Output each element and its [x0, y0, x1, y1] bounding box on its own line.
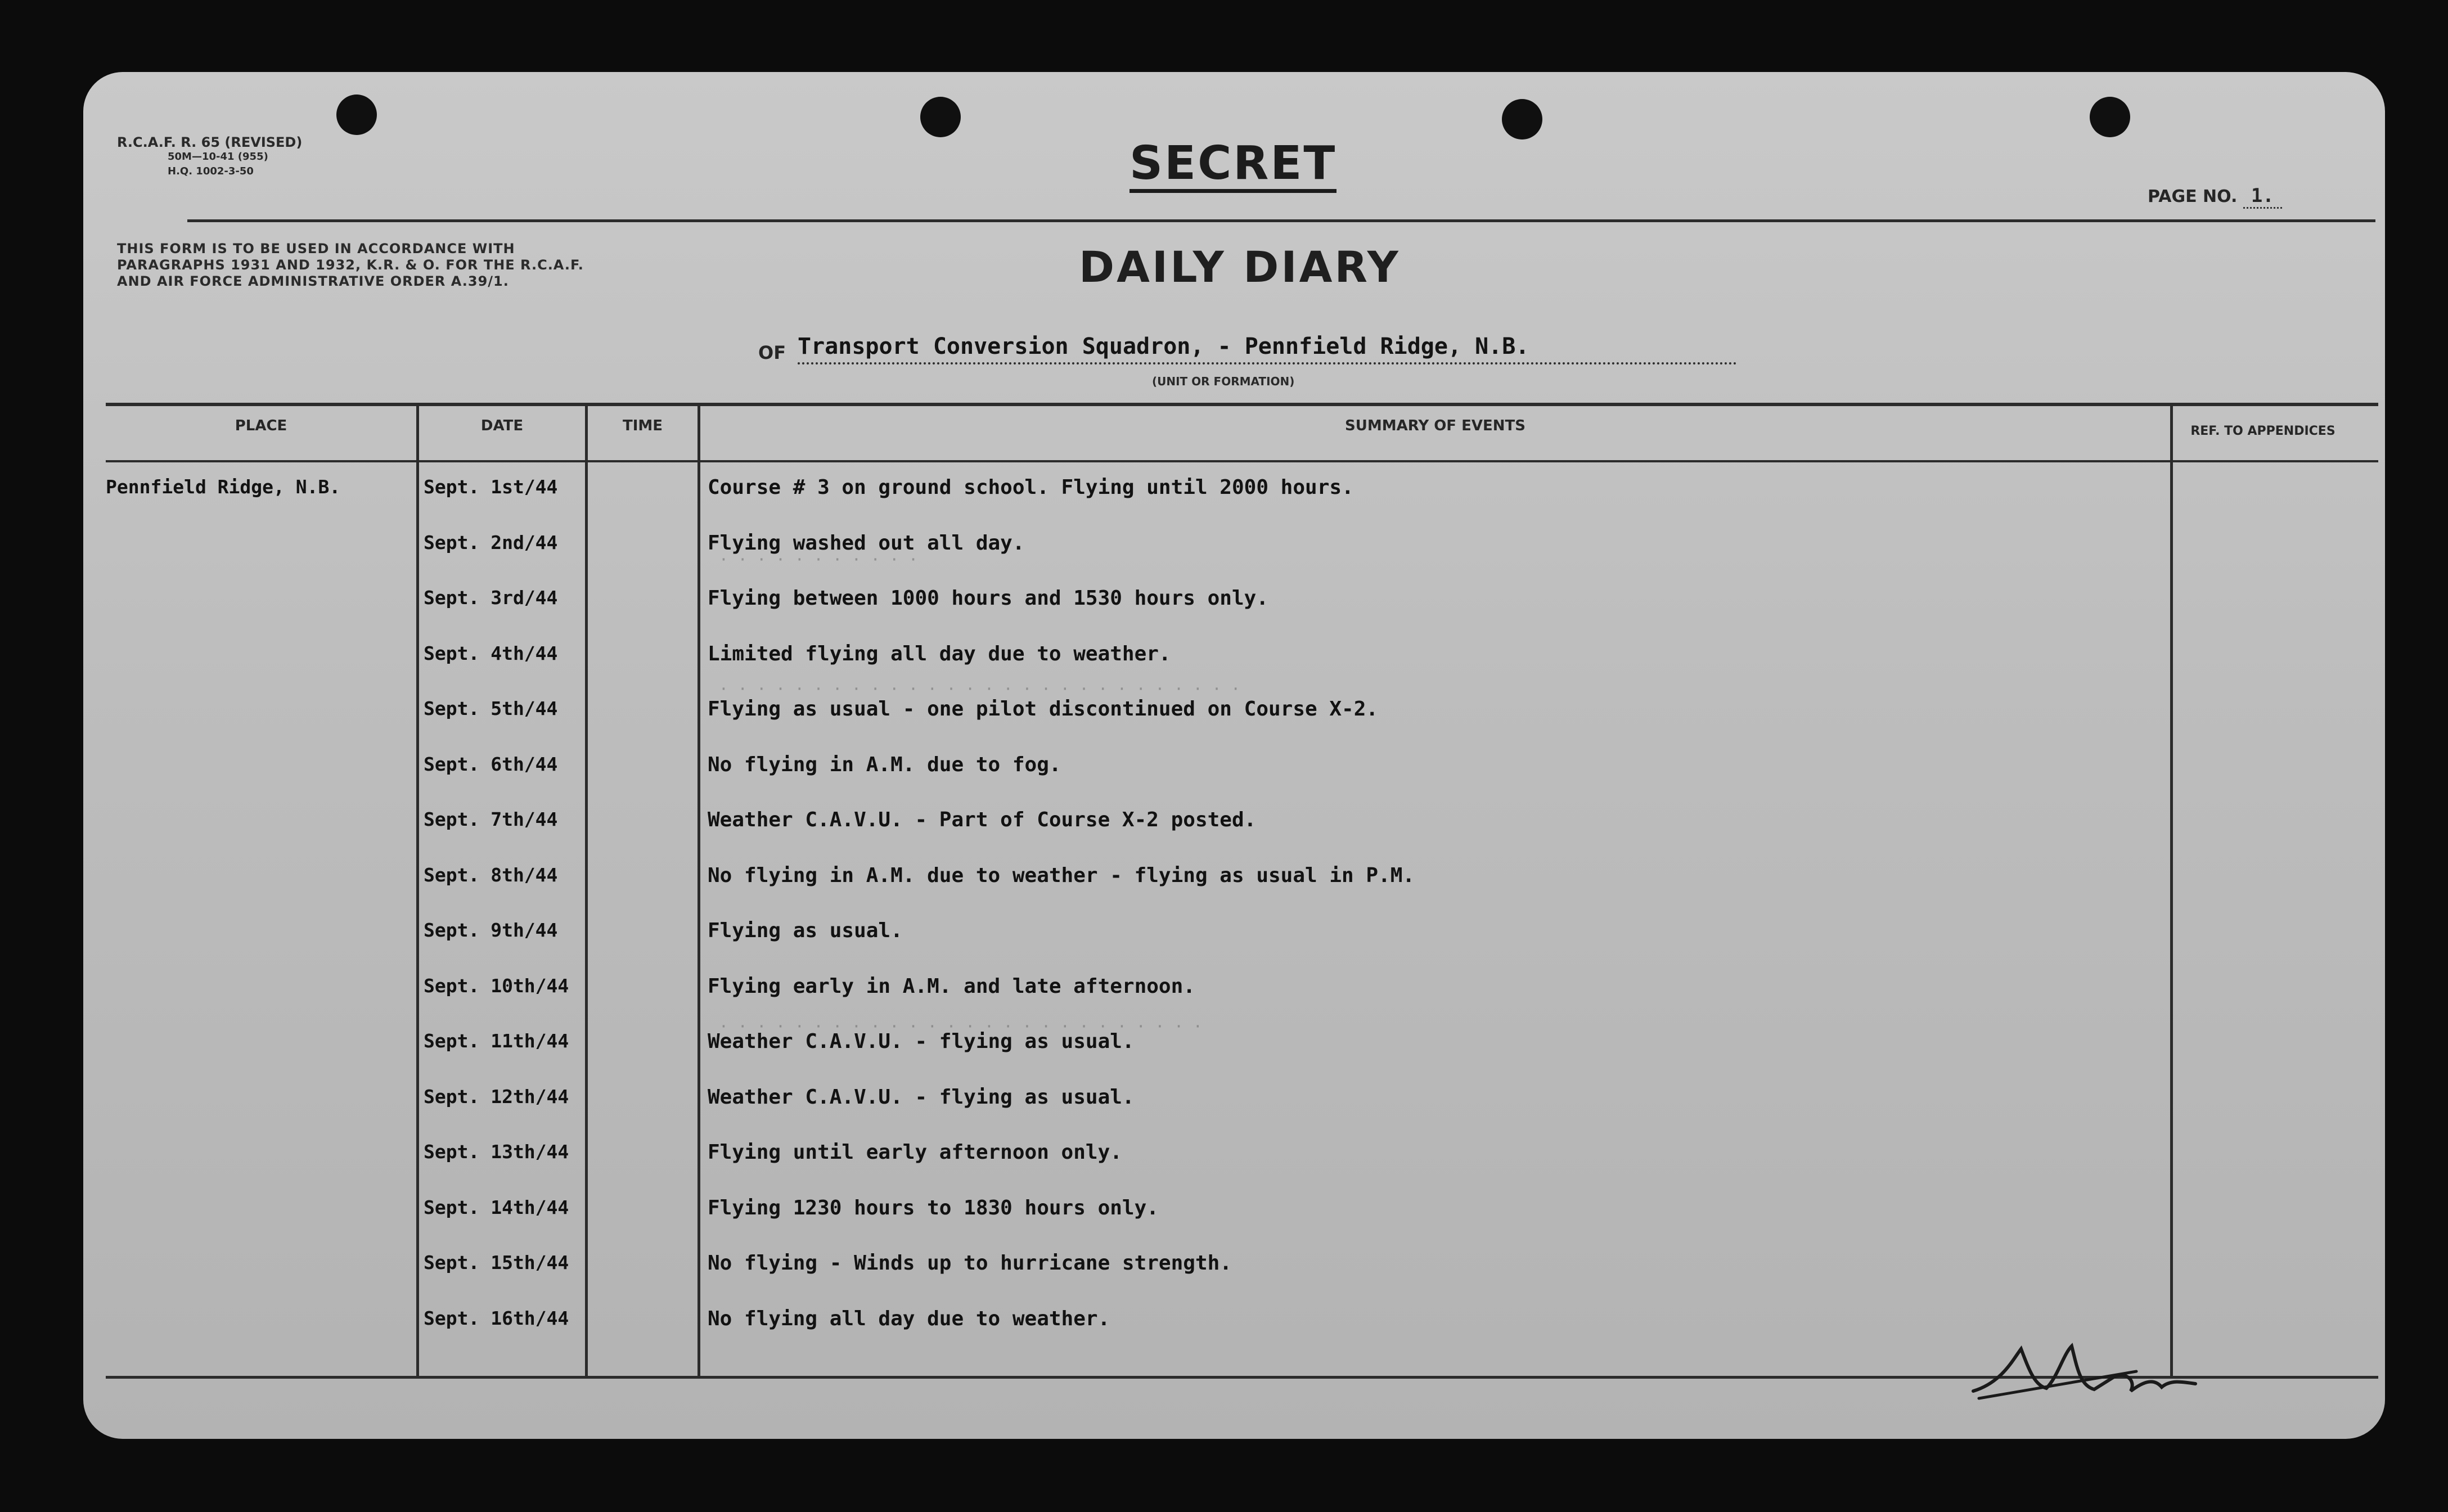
entry-summary: Flying as usual. [708, 919, 903, 942]
entry-summary: Flying until early afternoon only. [708, 1141, 1122, 1164]
form-number: R.C.A.F. R. 65 (REVISED) [117, 134, 303, 150]
entry-summary: Flying washed out all day. [708, 531, 1025, 555]
header-rule [187, 219, 2375, 222]
entry-date: Sept. 9th/44 [424, 919, 558, 941]
entry-place: Pennfield Ridge, N.B. [106, 476, 341, 498]
entry-date: Sept. 12th/44 [424, 1085, 569, 1108]
header-place: PLACE [235, 417, 287, 434]
column-divider-place [416, 404, 419, 1377]
column-divider-time [698, 404, 700, 1377]
table-top-rule [106, 403, 2378, 406]
entry-date: Sept. 8th/44 [424, 863, 558, 886]
entry-summary: Flying 1230 hours to 1830 hours only. [708, 1196, 1159, 1220]
entry-summary: Flying between 1000 hours and 1530 hours only. [708, 587, 1268, 610]
form-instructions: THIS FORM IS TO BE USED IN ACCORDANCE WITH PARAGRAPHS 1931 AND 1932, K.R. & O. FOR THE R.C.A.F. AND AIR FORCE ADMINISTRATIVE ORDER A.39/1. [117, 241, 584, 289]
header-ref-appendices: REF. TO APPENDICES [2190, 424, 2336, 438]
punch-hole-1 [336, 94, 377, 135]
classification-heading: SECRET [1130, 138, 1336, 193]
page-number-label: PAGE NO. [2148, 187, 2238, 206]
entry-summary: No flying in A.M. due to weather - flying as usual in P.M. [708, 863, 1415, 887]
entry-summary: No flying - Winds up to hurricane strength. [708, 1252, 1232, 1275]
entry-summary: Course # 3 on ground school. Flying until 2000 hours. [708, 476, 1354, 499]
entry-date: Sept. 7th/44 [424, 808, 558, 830]
form-hq-code: H.Q. 1002-3-50 [168, 165, 254, 177]
column-divider-summary [2170, 404, 2173, 1377]
entry-date: Sept. 13th/44 [424, 1141, 569, 1163]
entry-summary: Flying early in A.M. and late afternoon. [708, 974, 1195, 998]
punch-hole-4 [2090, 97, 2130, 137]
signature-initials [1968, 1338, 2204, 1405]
entry-summary: Weather C.A.V.U. - flying as usual. [708, 1085, 1135, 1109]
bleed-through-text: · · · · · · · · · · · · · · · · · · · · · · · · · · · · [719, 680, 1241, 698]
entry-date: Sept. 16th/44 [424, 1307, 569, 1329]
header-date: DATE [480, 417, 524, 434]
column-divider-date [585, 404, 588, 1377]
unit-name: Transport Conversion Squadron, - Pennfield Ridge, N.B. [798, 331, 1737, 364]
header-summary: SUMMARY OF EVENTS [1345, 417, 1526, 434]
entry-date: Sept. 11th/44 [424, 1030, 569, 1052]
entry-date: Sept. 1st/44 [424, 476, 558, 498]
diary-page [83, 72, 2385, 1439]
unit-caption: (UNIT OR FORMATION) [1152, 375, 1295, 388]
entry-date: Sept. 3rd/44 [424, 587, 558, 609]
bleed-through-text: · · · · · · · · · · · · · · · · · · · · · · · · · · [719, 1017, 1203, 1036]
page-number [2148, 184, 2282, 207]
unit-of-label: OF [758, 342, 786, 363]
entry-date: Sept. 10th/44 [424, 974, 569, 997]
page-number-value: 1. [2243, 184, 2282, 209]
punch-hole-3 [1502, 99, 1542, 140]
entry-date: Sept. 15th/44 [424, 1252, 569, 1274]
entry-summary: No flying all day due to weather. [708, 1307, 1110, 1330]
bleed-through-text: · · · · · · · · · · · [719, 550, 919, 569]
punch-hole-2 [920, 97, 961, 137]
entry-date: Sept. 6th/44 [424, 753, 558, 775]
entry-summary: Weather C.A.V.U. - Part of Course X-2 posted. [708, 808, 1257, 831]
document-title: DAILY DIARY [1079, 242, 1401, 292]
entry-date: Sept. 5th/44 [424, 698, 558, 719]
entry-summary: Limited flying all day due to weather. [708, 642, 1171, 665]
header-time: TIME [622, 417, 663, 434]
form-print-code: 50M—10-41 (955) [168, 151, 268, 163]
entry-summary: Weather C.A.V.U. - flying as usual. [708, 1030, 1135, 1053]
entry-date: Sept. 2nd/44 [424, 531, 558, 554]
entry-summary: Flying as usual - one pilot discontinued on Course X-2. [708, 698, 1379, 721]
entry-date: Sept. 14th/44 [424, 1196, 569, 1218]
form-reference [117, 135, 302, 179]
entry-date: Sept. 4th/44 [424, 642, 558, 664]
table-header-rule [106, 460, 2378, 462]
entry-summary: No flying in A.M. due to fog. [708, 753, 1061, 776]
